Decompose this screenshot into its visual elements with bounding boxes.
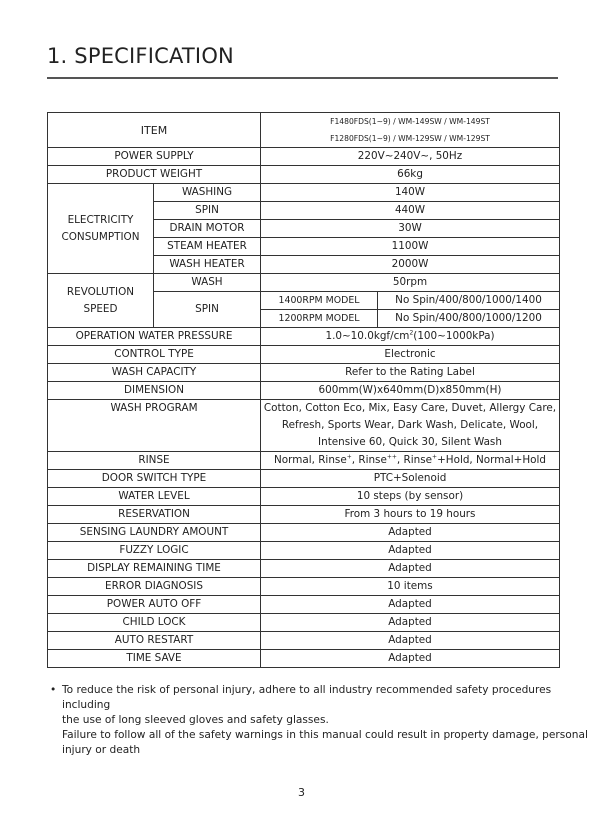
row-value: 1100W (261, 238, 560, 256)
safety-note-text (62, 683, 590, 758)
value-superscript: + (432, 453, 438, 461)
row-label: DIMENSION (48, 382, 261, 400)
spin-model-label: 1200RPM MODEL (261, 310, 378, 328)
value-superscript: 2 (409, 329, 414, 337)
row-value: Adapted (261, 542, 560, 560)
table-row (48, 506, 560, 524)
row-value: Adapted (261, 632, 560, 650)
row-label: POWER AUTO OFF (48, 596, 261, 614)
row-label: POWER SUPPLY (48, 148, 261, 166)
label-line: CONSUMPTION (61, 230, 140, 243)
value-superscript: + (346, 453, 352, 461)
revolution-speed-label (48, 274, 154, 328)
table-row (48, 524, 560, 542)
table-row (48, 328, 560, 346)
safety-note (50, 683, 590, 758)
label-line: ELECTRICITY (67, 213, 134, 226)
table-row (48, 382, 560, 400)
row-label: WASH (154, 274, 261, 292)
row-value: 440W (261, 202, 560, 220)
row-label: SPIN (154, 202, 261, 220)
row-label: FUZZY LOGIC (48, 542, 261, 560)
table-row (48, 184, 560, 202)
specification-table (47, 112, 560, 668)
row-label: TIME SAVE (48, 650, 261, 668)
value-superscript: ++ (386, 453, 397, 461)
row-value: Electronic (261, 346, 560, 364)
row-value: 50rpm (261, 274, 560, 292)
header-models-line1: F1480FDS(1~9) / WM-149SW / WM-149ST (330, 117, 490, 126)
row-label: WASHING (154, 184, 261, 202)
electricity-consumption-label (48, 184, 154, 274)
value-line: Cotton, Cotton Eco, Mix, Easy Care, Duvet, Allergy Care, (263, 402, 557, 414)
table-row (48, 560, 560, 578)
value-part: +Hold, Normal+Hold (437, 454, 546, 466)
value-line: Intensive 60, Quick 30, Silent Wash (318, 436, 502, 448)
row-label: ERROR DIAGNOSIS (48, 578, 261, 596)
value-part: , Rinse (396, 454, 433, 466)
row-label: RINSE (48, 452, 261, 470)
row-value: 600mm(W)x640mm(D)x850mm(H) (261, 382, 560, 400)
row-value: Refer to the Rating Label (261, 364, 560, 382)
label-line: SPEED (83, 302, 118, 315)
row-label: WASH HEATER (154, 256, 261, 274)
row-value: Adapted (261, 650, 560, 668)
value-part: , Rinse (351, 454, 387, 466)
rinse-value (261, 452, 560, 470)
row-value: Adapted (261, 614, 560, 632)
row-label: WATER LEVEL (48, 488, 261, 506)
row-label: SENSING LAUNDRY AMOUNT (48, 524, 261, 542)
page-number: 3 (298, 786, 305, 799)
table-row (48, 452, 560, 470)
table-row (48, 650, 560, 668)
table-header-row (48, 113, 560, 148)
table-row (48, 542, 560, 560)
value-line: Refresh, Sports Wear, Dark Wash, Delicate, Wool, (281, 419, 539, 431)
value-part: (100~1000kPa) (413, 330, 495, 342)
row-value: From 3 hours to 19 hours (261, 506, 560, 524)
header-item: ITEM (48, 113, 261, 148)
bullet-icon: • (50, 684, 57, 696)
header-models-line2: F1280FDS(1~9) / WM-129SW / WM-129ST (330, 134, 490, 143)
row-value: 10 steps (by sensor) (261, 488, 560, 506)
row-label: PRODUCT WEIGHT (48, 166, 261, 184)
label-line: REVOLUTION (66, 285, 135, 298)
table-row (48, 148, 560, 166)
table-row (48, 578, 560, 596)
header-models (261, 113, 560, 148)
row-value: 140W (261, 184, 560, 202)
row-label: DRAIN MOTOR (154, 220, 261, 238)
row-value: 10 items (261, 578, 560, 596)
row-value: 30W (261, 220, 560, 238)
row-value: Adapted (261, 596, 560, 614)
row-value: PTC+Solenoid (261, 470, 560, 488)
row-label: CONTROL TYPE (48, 346, 261, 364)
spin-model-label: 1400RPM MODEL (261, 292, 378, 310)
spin-model-value: No Spin/400/800/1000/1200 (378, 310, 560, 328)
row-label: STEAM HEATER (154, 238, 261, 256)
row-value: 66kg (261, 166, 560, 184)
row-value: 220V~240V~, 50Hz (261, 148, 560, 166)
row-value: Adapted (261, 524, 560, 542)
note-line: injury or death (62, 744, 141, 756)
page-title: 1. SPECIFICATION (47, 44, 234, 68)
title-underline (47, 77, 558, 79)
row-label: RESERVATION (48, 506, 261, 524)
table-row (48, 632, 560, 650)
row-label: WASH PROGRAM (48, 400, 261, 452)
wash-program-value (261, 400, 560, 452)
spin-model-value: No Spin/400/800/1000/1400 (378, 292, 560, 310)
table-row (48, 346, 560, 364)
row-label: WASH CAPACITY (48, 364, 261, 382)
note-line: the use of long sleeved gloves and safety glasses. (62, 714, 329, 726)
row-label: OPERATION WATER PRESSURE (48, 328, 261, 346)
table-row (48, 596, 560, 614)
row-label: DISPLAY REMAINING TIME (48, 560, 261, 578)
table-row (48, 400, 560, 452)
note-line: Failure to follow all of the safety warnings in this manual could result in property damage, personal (62, 729, 588, 741)
value-part: 1.0~10.0kgf/cm (325, 330, 410, 342)
row-label: AUTO RESTART (48, 632, 261, 650)
row-label: SPIN (154, 292, 261, 328)
table-row (48, 166, 560, 184)
row-label: CHILD LOCK (48, 614, 261, 632)
row-value: 2000W (261, 256, 560, 274)
table-row (48, 488, 560, 506)
row-label: DOOR SWITCH TYPE (48, 470, 261, 488)
row-value (261, 328, 560, 346)
note-line: To reduce the risk of personal injury, adhere to all industry recommended safety procedures including (62, 684, 552, 711)
table-row (48, 470, 560, 488)
table-row (48, 614, 560, 632)
table-row (48, 274, 560, 292)
row-value: Adapted (261, 560, 560, 578)
value-part: Normal, Rinse (274, 454, 347, 466)
table-row (48, 364, 560, 382)
